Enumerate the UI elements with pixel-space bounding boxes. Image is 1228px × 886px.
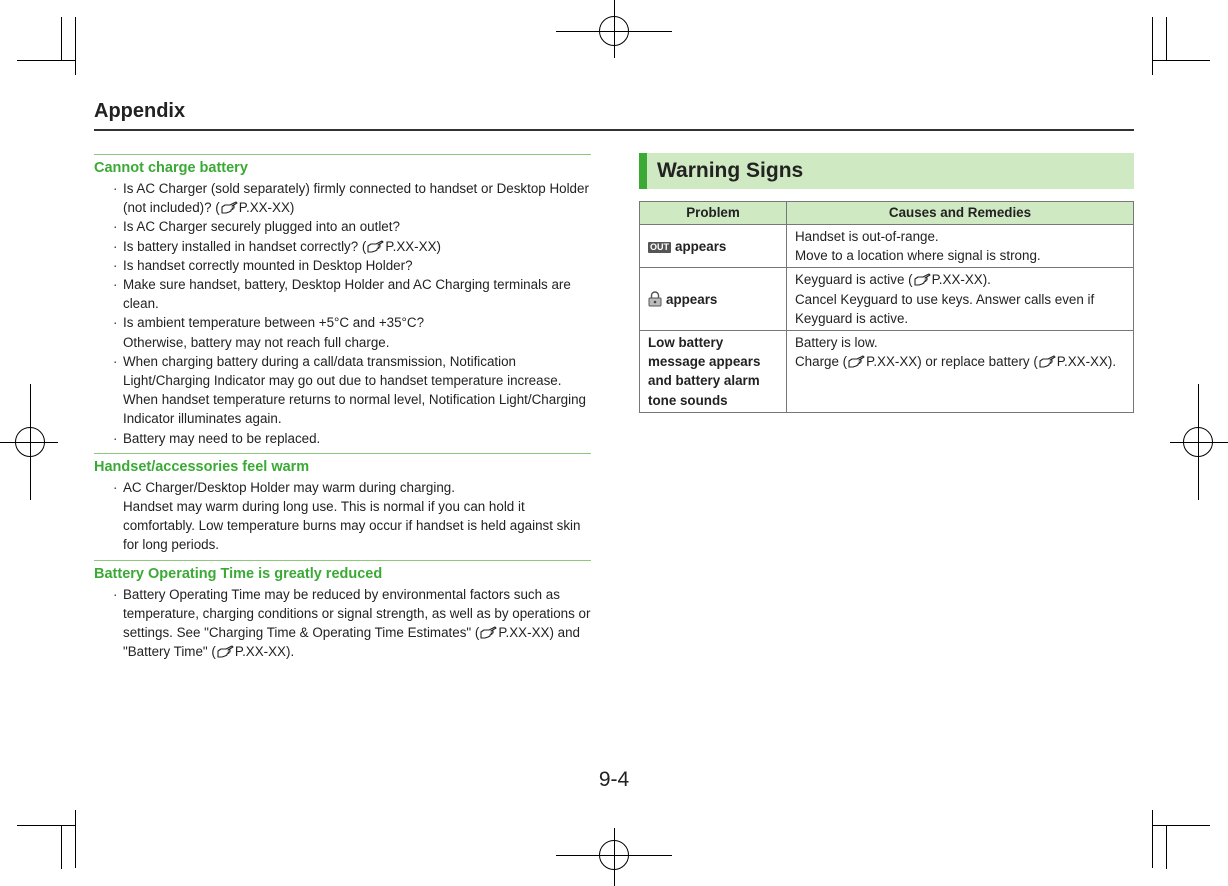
list-item: · Is AC Charger securely plugged into an outlet?: [94, 217, 591, 236]
list-item: · Battery Operating Time may be reduced by environmental factors such as temperature, charging conditions or signal strength, as well as by operations or settings. See "Charging Time & Operating Time Estimates" ( P.XX-XX) and "Battery Time" ( P.XX-XX).: [94, 585, 591, 662]
warning-signs-column: [639, 153, 1134, 413]
lock-icon: [648, 291, 662, 307]
crop-mark: [1166, 17, 1167, 61]
list-item: · When charging battery during a call/data transmission, Notification Light/Charging Indicator may go out due to handset temperature increase. When handset temperature returns to normal level, Notification Light/Charging Indicator illuminates again.: [94, 352, 591, 429]
list-item: · Battery may need to be replaced.: [94, 429, 591, 448]
list-item: · Make sure handset, battery, Desktop Holder and AC Charging terminals are clean.: [94, 275, 591, 313]
causes-cell: Battery is low. Charge ( P.XX-XX) or replace battery ( P.XX-XX).: [787, 331, 1134, 413]
section-operating-time: [94, 560, 591, 662]
table-row: [640, 225, 1134, 268]
problem-cell: Low battery message appears and battery alarm tone sounds: [640, 331, 787, 413]
crop-mark: [1152, 825, 1210, 826]
column-header-causes: Causes and Remedies: [787, 202, 1134, 225]
registration-circle: [1183, 427, 1213, 457]
section-cannot-charge: [94, 154, 591, 448]
list-item: · Is handset correctly mounted in Desktop Holder?: [94, 256, 591, 275]
problem-cell: appears: [640, 268, 787, 331]
crop-mark: [1166, 825, 1167, 869]
crop-mark: [61, 825, 62, 869]
crop-mark: [75, 17, 76, 75]
crop-mark: [17, 60, 75, 61]
section-title: Cannot charge battery: [94, 160, 248, 176]
column-header-problem: Problem: [640, 202, 787, 225]
registration-circle: [599, 840, 629, 870]
page-reference-icon: [367, 240, 384, 253]
list-item: · Is AC Charger (sold separately) firmly connected to handset or Desktop Holder (not included)? ( P.XX-XX): [94, 179, 591, 217]
list-item: · Is ambient temperature between +5°C and +35°C? Otherwise, battery may not reach full charge.: [94, 313, 591, 351]
page-header-title: Appendix: [94, 100, 186, 122]
crop-mark: [1152, 17, 1153, 75]
header-rule: [94, 129, 1134, 131]
section-title: Handset/accessories feel warm: [94, 458, 310, 475]
warning-signs-table: [639, 201, 1134, 413]
list-item: · Is battery installed in handset correctly? ( P.XX-XX): [94, 237, 591, 256]
list-item: · AC Charger/Desktop Holder may warm during charging. Handset may warm during long use. This is normal if you can hold it comfortably. Low temperature burns may occur if handset is held against skin for long periods.: [94, 478, 591, 555]
crop-mark: [17, 825, 75, 826]
problem-cell: OUT appears: [640, 225, 787, 268]
out-of-range-icon: OUT: [650, 241, 669, 252]
crop-mark: [1152, 810, 1153, 868]
causes-cell: Keyguard is active ( P.XX-XX). Cancel Keyguard to use keys. Answer calls even if Keyguard is active.: [787, 268, 1134, 331]
crop-mark: [61, 17, 62, 61]
causes-cell: Handset is out-of-range. Move to a location where signal is strong.: [787, 225, 1134, 268]
registration-circle: [15, 427, 45, 457]
table-row: [640, 331, 1134, 413]
page-reference-icon: [1039, 355, 1056, 368]
troubleshooting-column: [94, 154, 591, 666]
crop-mark: [75, 810, 76, 868]
page-reference-icon: [217, 645, 234, 658]
crop-mark: [1152, 60, 1210, 61]
page-reference-icon: [848, 355, 865, 368]
page-number: 9-4: [598, 768, 630, 791]
page-reference-icon: [221, 201, 238, 214]
section-feel-warm: [94, 453, 591, 555]
page-reference-icon: [480, 626, 497, 639]
page-reference-icon: [914, 273, 931, 286]
registration-circle: [599, 16, 629, 46]
table-row: [640, 268, 1134, 331]
section-title: Battery Operating Time is greatly reduced: [94, 565, 383, 582]
warning-signs-heading: Warning Signs: [639, 153, 1134, 189]
